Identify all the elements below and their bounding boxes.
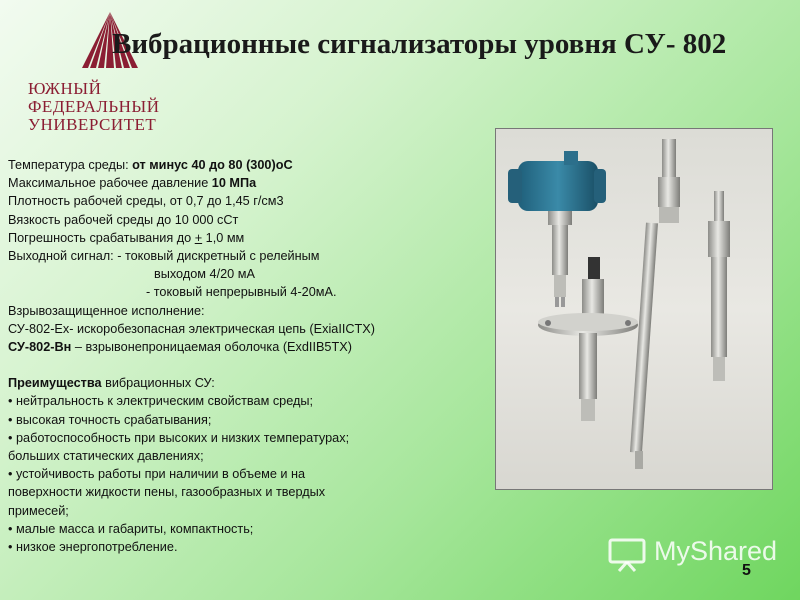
spec-vn-variant: [8, 338, 488, 356]
sensor-short: [708, 191, 730, 381]
plus-minus-sign: +: [194, 230, 203, 245]
advantage-item: больших статических давлениях;: [8, 449, 204, 464]
variant-code: СУ-802-Вн: [8, 340, 72, 355]
spec-viscosity: Вязкость рабочей среды до 10 000 сСт: [8, 212, 239, 227]
slide-title: Вибрационные сигнализаторы уровня СУ- 802: [112, 28, 727, 60]
spec-value: 10 МПа: [211, 176, 257, 191]
spec-density: Плотность рабочей среды, от 0,7 до 1,45 г/см3: [8, 194, 284, 209]
advantage-item: примесей;: [8, 503, 69, 518]
watermark-text: MyShared: [654, 536, 778, 566]
page-number: 5: [742, 562, 751, 579]
spec-output-1: Выходной сигнал: - токовый дискретный с релейным: [8, 249, 320, 264]
spec-label: Температура среды:: [8, 158, 133, 172]
spec-pressure: [8, 174, 488, 192]
advantage-item: • низкое энергопотребление.: [8, 540, 178, 555]
product-photo: [495, 128, 773, 490]
spec-temperature: [8, 156, 488, 174]
spec-output-3: - токовый непрерывный 4-20мА.: [146, 285, 337, 300]
logo-text-line2: ФЕДЕРАЛЬНЫЙ: [28, 97, 160, 116]
spec-output-2: выходом 4/20 мА: [154, 267, 255, 282]
variant-desc: – взрывонепроницаемая оболочка (ExdIIB5TX): [71, 340, 352, 355]
spec-ex-variant: СУ-802-Ех- искоробезопасная электрическая цепь (ExiaIICTX): [8, 321, 375, 336]
advantage-item: поверхности жидкости пены, газообразных и твердых: [8, 485, 326, 500]
presentation-icon: [608, 538, 646, 572]
logo-text-line1: ЮЖНЫЙ: [28, 79, 102, 98]
advantages-heading-bold: Преимущества: [8, 376, 102, 391]
advantage-item: • высокая точность срабатывания;: [8, 412, 212, 427]
spec-accuracy: [8, 229, 488, 247]
specifications-text: [8, 156, 488, 556]
advantage-item: • работоспособность при высоких и низких температурах;: [8, 430, 350, 445]
spec-explosion-proof: Взрывозащищенное исполнение:: [8, 303, 205, 318]
spacer: [8, 356, 488, 374]
advantages-heading-rest: вибрационных СУ:: [101, 376, 215, 391]
advantage-item: • нейтральность к электрическим свойствам среды;: [8, 394, 314, 409]
advantage-item: • малые масса и габариты, компактность;: [8, 521, 254, 536]
sensor-long-rod: [630, 139, 680, 469]
advantages-heading: [8, 374, 488, 392]
sensor-with-flange: [538, 257, 638, 421]
spec-label: Максимальное рабочее давление: [8, 176, 212, 191]
advantage-item: • устойчивость работы при наличии в объеме и на: [8, 467, 306, 482]
spec-value: 1,0 мм: [202, 230, 245, 245]
spec-label: Погрешность срабатывания до: [8, 230, 195, 245]
logo-text-line3: УНИВЕРСИТЕТ: [28, 115, 157, 134]
spec-value: от минус 40 до 80 (300)оС: [132, 158, 293, 172]
level-sensors-illustration: [496, 129, 772, 489]
